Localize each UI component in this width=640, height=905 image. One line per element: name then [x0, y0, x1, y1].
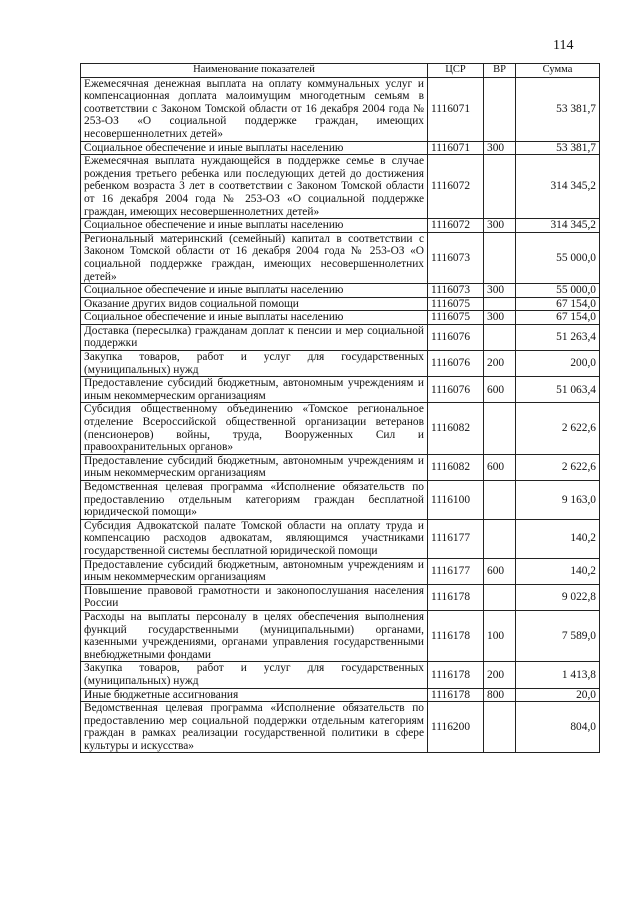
table-row [81, 311, 600, 325]
cell-csr: 1116178 [428, 662, 484, 688]
table-row [81, 481, 600, 520]
cell-csr: 1116100 [428, 481, 484, 520]
cell-sum: 53 381,7 [516, 77, 600, 141]
table-row [81, 155, 600, 219]
table-row [81, 284, 600, 298]
cell-sum: 314 345,2 [516, 219, 600, 233]
cell-sum: 7 589,0 [516, 610, 600, 661]
cell-sum: 67 154,0 [516, 311, 600, 325]
cell-sum: 9 163,0 [516, 481, 600, 520]
cell-vr: 600 [484, 454, 516, 480]
cell-vr: 600 [484, 377, 516, 403]
cell-vr: 200 [484, 351, 516, 377]
cell-vr [484, 297, 516, 311]
header-csr: ЦСР [428, 64, 484, 78]
cell-csr: 1116177 [428, 558, 484, 584]
table-row [81, 584, 600, 610]
cell-sum: 51 063,4 [516, 377, 600, 403]
cell-sum: 1 413,8 [516, 662, 600, 688]
table-row [81, 662, 600, 688]
cell-name: Доставка (пересылка) гражданам доплат к пенсии и мер социальной поддержки [81, 324, 428, 350]
cell-name: Закупка товаров, работ и услуг для государственных (муниципальных) нужд [81, 662, 428, 688]
table-row [81, 519, 600, 558]
cell-name: Субсидия Адвокатской палате Томской области на оплату труда и компенсацию расходов адвокатам, являющимся участниками государственной системы бесплатной юридической помощи [81, 519, 428, 558]
table-header-row [81, 64, 600, 78]
cell-csr: 1116178 [428, 584, 484, 610]
cell-vr [484, 77, 516, 141]
cell-name: Ведомственная целевая программа «Исполнение обязательств по предоставлению мер социальной поддержки отдельным категориям граждан в рамках реализации государственной политики в сфере культуры и искусства» [81, 702, 428, 753]
cell-csr: 1116076 [428, 377, 484, 403]
cell-name: Социальное обеспечение и иные выплаты населению [81, 311, 428, 325]
cell-sum: 51 263,4 [516, 324, 600, 350]
cell-vr: 800 [484, 688, 516, 702]
cell-sum: 314 345,2 [516, 155, 600, 219]
cell-name: Предоставление субсидий бюджетным, автономным учреждениям и иным некоммерческим организациям [81, 454, 428, 480]
header-sum: Сумма [516, 64, 600, 78]
cell-name: Ежемесячная выплата нуждающейся в поддержке семье в случае рождения третьего ребенка или последующих детей до достижения ребенком возраста 3 лет в соответствии с Законом Томской области от 16 декабря 2004 года № 253-ОЗ «О социальной поддержке граждан, имеющих несовершеннолетних детей» [81, 155, 428, 219]
cell-name: Социальное обеспечение и иные выплаты населению [81, 219, 428, 233]
cell-vr: 600 [484, 558, 516, 584]
table-row [81, 77, 600, 141]
cell-csr: 1116076 [428, 351, 484, 377]
cell-csr: 1116073 [428, 232, 484, 283]
cell-csr: 1116073 [428, 284, 484, 298]
cell-sum: 67 154,0 [516, 297, 600, 311]
table-row [81, 688, 600, 702]
cell-csr: 1116082 [428, 403, 484, 454]
cell-vr: 300 [484, 284, 516, 298]
cell-csr: 1116200 [428, 702, 484, 753]
table-row [81, 324, 600, 350]
cell-sum: 20,0 [516, 688, 600, 702]
table-row [81, 558, 600, 584]
cell-csr: 1116075 [428, 297, 484, 311]
cell-name: Социальное обеспечение и иные выплаты населению [81, 284, 428, 298]
cell-csr: 1116072 [428, 219, 484, 233]
cell-name: Субсидия общественному объединению «Томское региональное отделение Всероссийской общественной организации ветеранов (пенсионеров) войны, труда, Вооруженных Сил и правоохранительных органов» [81, 403, 428, 454]
cell-sum: 804,0 [516, 702, 600, 753]
cell-name: Иные бюджетные ассигнования [81, 688, 428, 702]
cell-sum: 55 000,0 [516, 284, 600, 298]
cell-name: Ведомственная целевая программа «Исполнение обязательств по предоставлению отдельным категориям граждан бесплатной юридической помощи» [81, 481, 428, 520]
table-row [81, 141, 600, 155]
table-row [81, 219, 600, 233]
cell-vr: 300 [484, 141, 516, 155]
table-row [81, 702, 600, 753]
cell-sum: 2 622,6 [516, 454, 600, 480]
cell-csr: 1116178 [428, 688, 484, 702]
cell-csr: 1116177 [428, 519, 484, 558]
table-row [81, 232, 600, 283]
table-row [81, 610, 600, 661]
cell-csr: 1116072 [428, 155, 484, 219]
cell-csr: 1116076 [428, 324, 484, 350]
cell-sum: 55 000,0 [516, 232, 600, 283]
budget-table [80, 63, 600, 753]
cell-vr [484, 232, 516, 283]
cell-sum: 9 022,8 [516, 584, 600, 610]
cell-vr: 300 [484, 311, 516, 325]
cell-vr [484, 155, 516, 219]
cell-vr: 300 [484, 219, 516, 233]
header-name: Наименование показателей [81, 64, 428, 78]
cell-name: Предоставление субсидий бюджетным, автономным учреждениям и иным некоммерческим организациям [81, 558, 428, 584]
header-vr: ВР [484, 64, 516, 78]
table-row [81, 454, 600, 480]
cell-vr [484, 403, 516, 454]
table-row [81, 297, 600, 311]
cell-name: Предоставление субсидий бюджетным, автономным учреждениям и иным некоммерческим организациям [81, 377, 428, 403]
table-body [81, 77, 600, 753]
cell-vr [484, 481, 516, 520]
cell-name: Оказание других видов социальной помощи [81, 297, 428, 311]
cell-vr: 100 [484, 610, 516, 661]
cell-sum: 200,0 [516, 351, 600, 377]
page-number: 114 [553, 38, 574, 53]
cell-sum: 53 381,7 [516, 141, 600, 155]
cell-sum: 140,2 [516, 519, 600, 558]
cell-sum: 2 622,6 [516, 403, 600, 454]
cell-csr: 1116178 [428, 610, 484, 661]
cell-name: Повышение правовой грамотности и законопослушания населения России [81, 584, 428, 610]
cell-vr [484, 702, 516, 753]
cell-vr: 200 [484, 662, 516, 688]
cell-vr [484, 324, 516, 350]
cell-csr: 1116071 [428, 77, 484, 141]
cell-name: Расходы на выплаты персоналу в целях обеспечения выполнения функций государственными (муниципальными) органами, казенными учреждениями, органами управления государственными внебюджетными фондами [81, 610, 428, 661]
cell-sum: 140,2 [516, 558, 600, 584]
cell-csr: 1116071 [428, 141, 484, 155]
cell-vr [484, 519, 516, 558]
cell-name: Ежемесячная денежная выплата на оплату коммунальных услуг и компенсационная доплата малоимущим многодетным семьям в соответствии с Законом Томской области от 16 декабря 2004 года № 253-ОЗ «О социальной поддержке граждан, имеющих несовершеннолетних детей» [81, 77, 428, 141]
cell-name: Социальное обеспечение и иные выплаты населению [81, 141, 428, 155]
cell-csr: 1116082 [428, 454, 484, 480]
cell-vr [484, 584, 516, 610]
cell-csr: 1116075 [428, 311, 484, 325]
table-row [81, 377, 600, 403]
cell-name: Региональный материнский (семейный) капитал в соответствии с Законом Томской области от 16 декабря 2004 года № 253-ОЗ «О социальной поддержке граждан, имеющих несовершеннолетних детей» [81, 232, 428, 283]
table-row [81, 403, 600, 454]
table-row [81, 351, 600, 377]
cell-name: Закупка товаров, работ и услуг для государственных (муниципальных) нужд [81, 351, 428, 377]
